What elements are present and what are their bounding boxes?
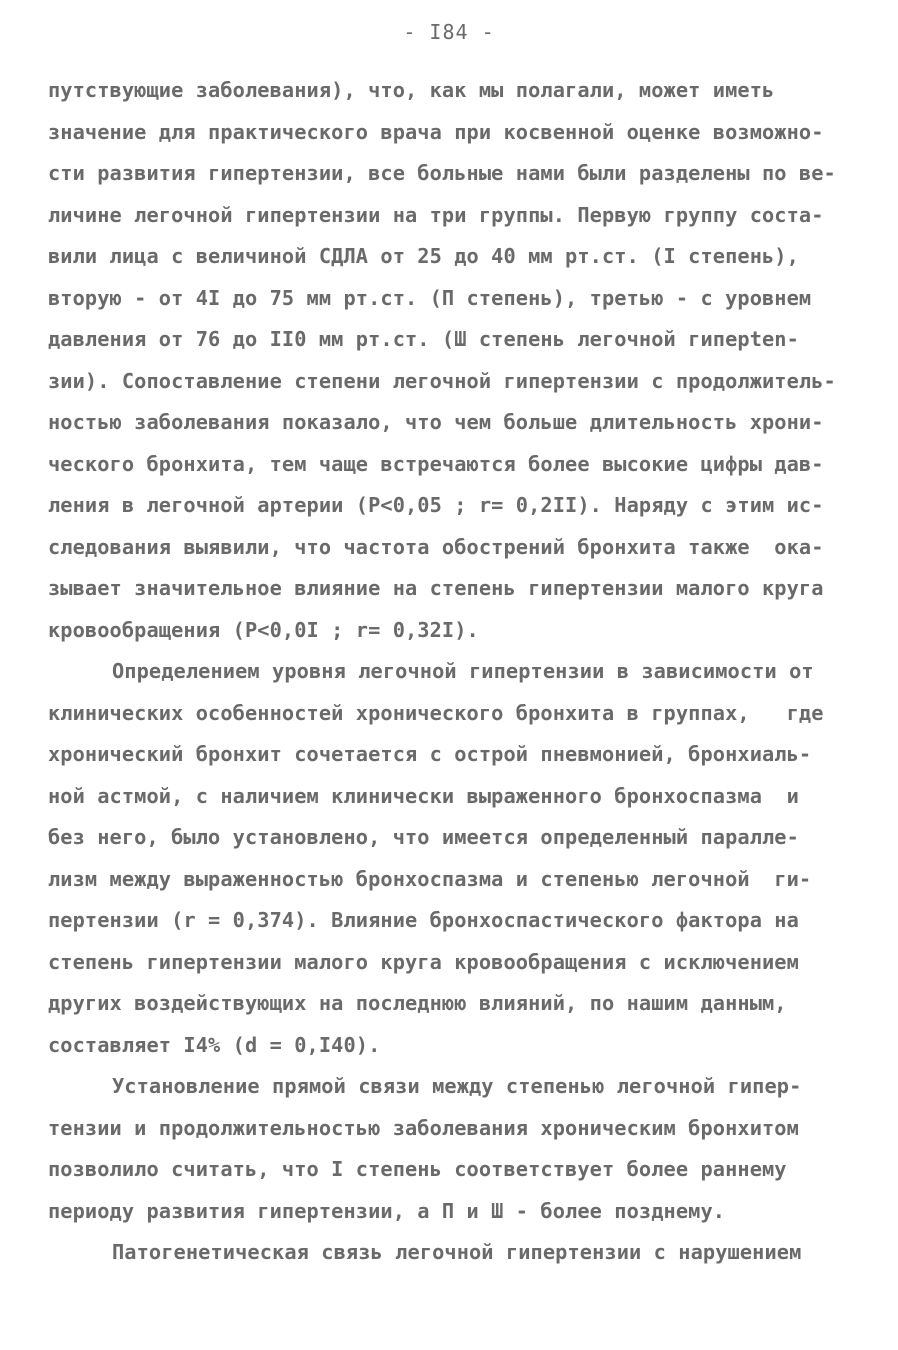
text-line: без него, было установлено, что имеется определенный паралле- — [48, 825, 799, 849]
text-line: сти развития гипертензии, все больные нами были разделены по ве- — [48, 161, 836, 185]
page-number: - I84 - — [403, 20, 495, 44]
text-line: ной астмой, с наличием клинически выраженного бронхоспазма и — [48, 784, 799, 808]
text-line: следования выявили, что частота обострений бронхита также ока- — [48, 535, 824, 559]
text-line: пертензии (r = 0,374). Влияние бронхоспастического фактора на — [48, 908, 799, 932]
text-line: кровообращения (P<0,0I ; r= 0,32I). — [48, 618, 479, 642]
text-line: вторую - от 4I до 75 мм рт.ст. (П степень), третью - с уровнем — [48, 286, 812, 310]
text-line: степень гипертензии малого круга кровообращения с исключением — [48, 950, 799, 974]
text-line: зывает значительное влияние на степень гипертензии малого круга — [48, 576, 824, 600]
text-line: составляет I4% (d = 0,I40). — [48, 1033, 381, 1057]
text-line: тензии и продолжительностью заболевания хроническим бронхитом — [48, 1116, 799, 1140]
paragraph-first-line: Установление прямой связи между степенью легочной гипер- — [112, 1074, 802, 1098]
text-line: личине легочной гипертензии на три группы. Первую группу соста- — [48, 203, 824, 227]
paragraph-first-line: Патогенетическая связь легочной гипертензии с нарушением — [112, 1240, 802, 1264]
text-line: зии). Сопоставление степени легочной гипертензии с продолжитель- — [48, 369, 836, 393]
text-line: путствующие заболевания), что, как мы полагали, может иметь — [48, 78, 775, 102]
text-line: других воздействующих на последнюю влияний, по нашим данным, — [48, 991, 787, 1015]
text-line: ческого бронхита, тем чаще встречаются более высокие цифры дав- — [48, 452, 824, 476]
text-line: значение для практического врача при косвенной оценке возможно- — [48, 120, 824, 144]
text-line: хронический бронхит сочетается с острой пневмонией, бронхиаль- — [48, 742, 812, 766]
text-line: давления от 76 до II0 мм рт.ст. (Ш степень легочной гиперten- — [48, 327, 799, 351]
text-line: лизм между выраженностью бронхоспазма и степенью легочной ги- — [48, 867, 812, 891]
text-line: ностью заболевания показало, что чем больше длительность хрони- — [48, 410, 824, 434]
text-line: позволило считать, что I степень соответствует более раннему — [48, 1157, 787, 1181]
text-line: ления в легочной артерии (P<0,05 ; r= 0,2II). Наряду с этим ис- — [48, 493, 824, 517]
text-line: вили лица с величиной СДЛА от 25 до 40 мм рт.ст. (I степень), — [48, 244, 799, 268]
text-line: клинических особенностей хронического бронхита в группах, где — [48, 701, 824, 725]
paragraph-first-line: Определением уровня легочной гипертензии в зависимости от — [112, 659, 814, 683]
text-line: периоду развития гипертензии, а П и Ш - более позднему. — [48, 1199, 726, 1223]
